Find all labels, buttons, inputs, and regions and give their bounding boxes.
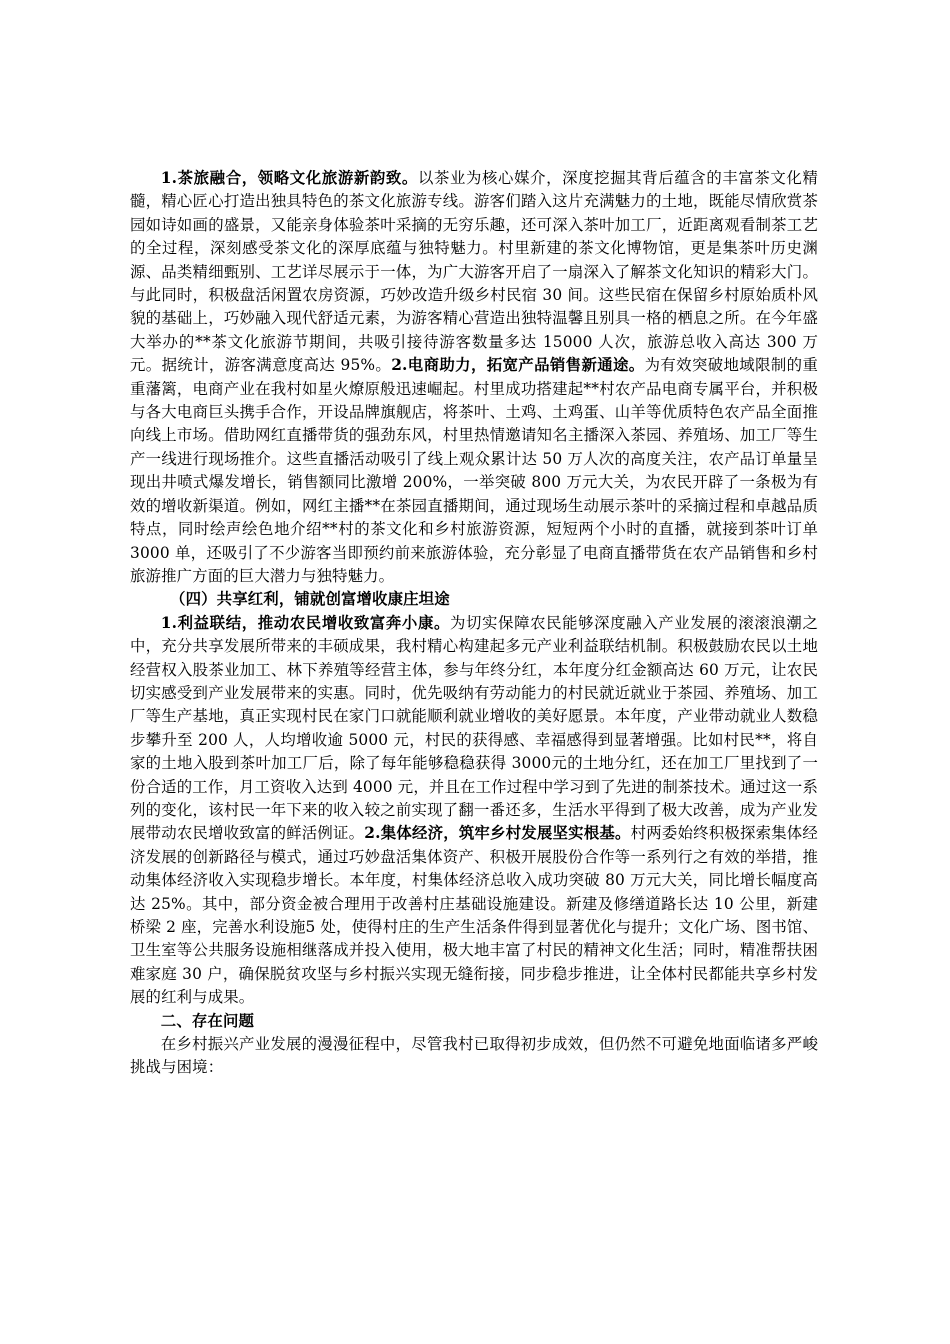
paragraph-tea-tourism-body: 以茶业为核心媒介，深度挖掘其背后蕴含的丰富茶文化精髓，精心匠心打造出独具特色的茶文化旅游专线。游客们踏入这片充满魅力的土地，既能尽情欣赏茶园如诗如画的盛景，又能亲身体验茶叶采摘的无穷乐趣，还可深入茶叶加工厂，近距离观看制茶工艺的全过程，深刻感受茶文化的深厚底蕴与独特魅力。村里新建的茶文化博物馆，更是集茶叶历史渊源、品类精细甄别、工艺详尽展示于一体，为广大游客开启了一扇深入了解茶文化知识的精彩大门。与此同时，积极盘活闲置农房资源，巧妙改造升级乡村民宿 30 间。这些民宿在保留乡村原始质朴风貌的基础上，巧妙融入现代舒适元素，为游客精心营造出独特温馨且别具一格的栖息之所。在今年盛大举办的**茶文化旅游节期间，共吸引接待游客数量多达 15000 人次，旅游总收入高达 300 万元。据统计，游客满意度高达 95%。 xyxy=(130,169,818,375)
document-page xyxy=(130,167,818,1080)
paragraph-problems-intro: 在乡村振兴产业发展的漫漫征程中，尽管我村已取得初步成效，但仍然不可避免地面临诸多严峻挑战与困境： xyxy=(130,1035,818,1077)
subheading-ecommerce: 2.电商助力，拓宽产品销售新通途。 xyxy=(391,356,645,375)
subheading-collective-economy: 2.集体经济，筑牢乡村发展坚实根基。 xyxy=(364,824,631,843)
section-heading-problems: 二、存在问题 xyxy=(160,1011,255,1030)
paragraph-benefit-linkage-body: 为切实保障农民能够深度融入产业发展的滚滚浪潮之中，充分共享发展所带来的丰硕成果，我村精心构建起多元产业利益联结机制。积极鼓励农民以土地经营权入股茶业加工、林下养殖等经营主体，参与年终分红，本年度分红金额高达 60 万元，让农民切实感受到产业发展带来的实惠。同时，优先吸纳有劳动能力的村民就近就业于茶园、养殖场、加工厂等生产基地，真正实现村民在家门口就能顺利就业增收的美好愿景。本年度，产业带动就业人数稳步攀升至 200 人，人均增收逾 5000 元，村民的获得感、幸福感得到显著增强。比如村民**，将自家的土地入股到茶叶加工厂后，除了每年能够稳稳获得 3000元的土地分红，还在加工厂里找到了一份合适的工作，月工资收入达到 4000 元，并且在工作过程中学习到了先进的制茶技术。通过这一系列的变化，该村民一年下来的收入较之前实现了翻一番还多，生活水平得到了极大改善，成为产业发展带动农民增收致富的鲜活例证。 xyxy=(130,613,818,843)
subheading-tea-tourism: 1.茶旅融合，领略文化旅游新韵致。 xyxy=(160,169,418,187)
paragraph-collective-economy-body: 村两委始终积极探索集体经济发展的创新路径与模式，通过巧妙盘活集体资产、积极开展股份合作等一系列行之有效的举措，推动集体经济收入实现稳步增长。本年度，村集体经济总收入成功突破 80 万元大关，同比增长幅度高达 25%。其中，部分资金被合理用于改善村庄基础设施建设。新建及修缮道路长达 10 公里，新建桥梁 2 座，完善水利设施5 处，使得村庄的生产生活条件得到显著优化与提升；文化广场、图书馆、卫生室等公共服务设施相继落成并投入使用，极大地丰富了村民的精神文化生活；同时，精准帮扶困难家庭 30 户，确保脱贫攻坚与乡村振兴实现无缝衔接，同步稳步推进，让全体村民都能共享乡村发展的红利与成果。 xyxy=(130,824,818,1007)
paragraph-tea-tourism-and-ecommerce xyxy=(130,167,818,588)
section-heading-shared-dividends: （四）共享红利，铺就创富增收康庄坦途 xyxy=(170,590,450,609)
paragraph-ecommerce-body: 为有效突破地域限制的重重藩篱，电商产业在我村如星火燎原般迅速崛起。村里成功搭建起**村农产品电商专属平台，并积极与各大电商巨头携手合作，开设品牌旗舰店，将茶叶、土鸡、土鸡蛋、山羊等优质特色农产品全面推向线上市场。借助网红直播带货的强劲东风，村里热情邀请知名主播深入茶园、养殖场、加工厂等生产一线进行现场推介。这些直播活动吸引了线上观众累计达 50 万人次的高度关注，农产品订单量呈现出井喷式爆发增长，销售额同比激增 200%，一举突破 800 万元大关，为农民开辟了一条极为有效的增收新渠道。例如，网红主播**在茶园直播期间，通过现场生动展示茶叶的采摘过程和卓越品质特点，同时绘声绘色地介绍**村的茶文化和乡村旅游资源，短短两个小时的直播，就接到茶叶订单 3000 单，还吸引了不少游客当即预约前来旅游体验，充分彰显了电商直播带货在农产品销售和乡村旅游推广方面的巨大潜力与独特魅力。 xyxy=(130,356,818,585)
paragraph-benefit-linkage-and-collective xyxy=(130,612,818,1010)
subheading-benefit-linkage: 1.利益联结，推动农民增收致富奔小康。 xyxy=(160,613,450,632)
